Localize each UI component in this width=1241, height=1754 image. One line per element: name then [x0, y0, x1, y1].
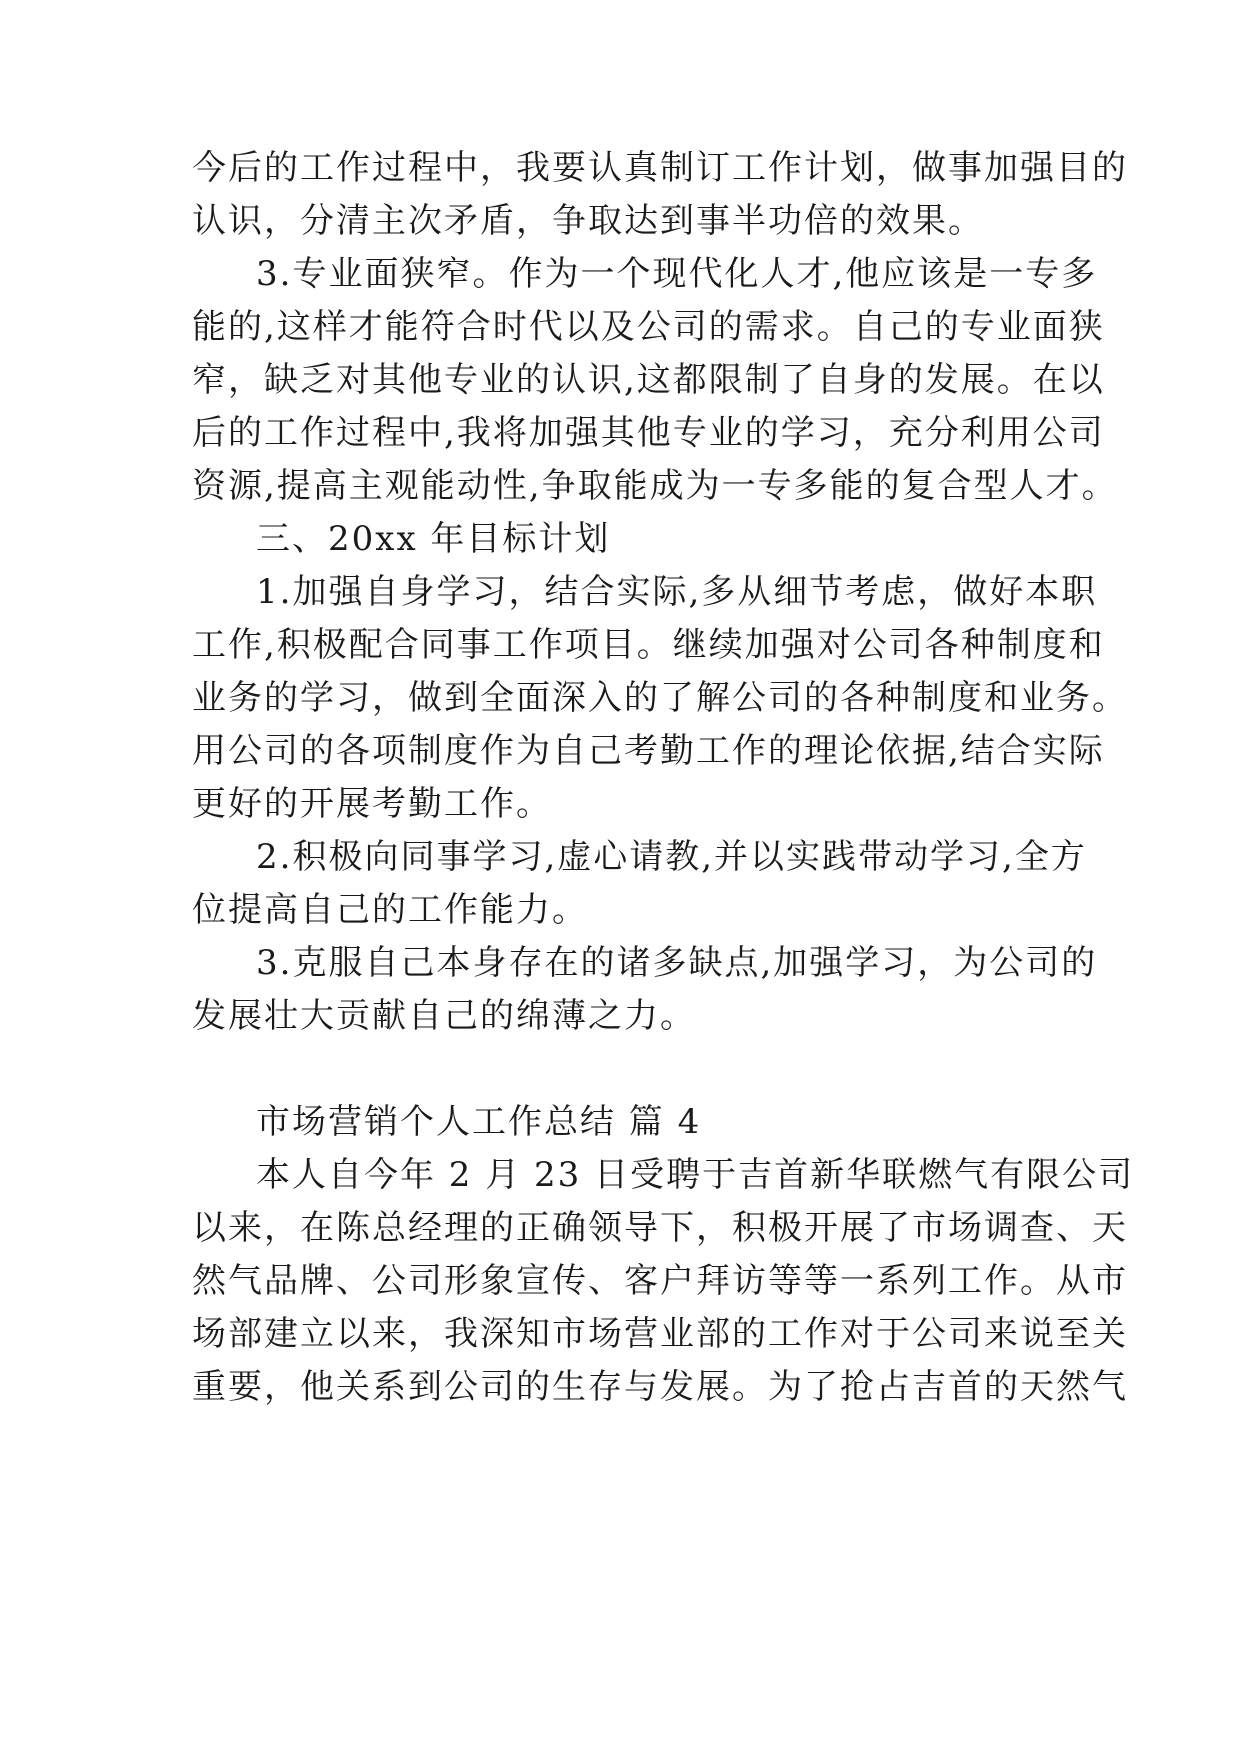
paragraph-line: 业务的学习，做到全面深入的了解公司的各种制度和业务。: [192, 678, 1128, 718]
paragraph-line: 用公司的各项制度作为自己考勤工作的理论依据,结合实际: [192, 731, 1105, 771]
paragraph-line: 2.积极向同事学习,虚心请教,并以实践带动学习,全方: [256, 837, 1087, 877]
paragraph-line: 位提高自己的工作能力。: [192, 890, 588, 930]
section-heading: 三、20xx 年目标计划: [256, 519, 611, 559]
paragraph-line: 资源,提高主观能动性,争取能成为一专多能的复合型人才。: [192, 466, 1118, 506]
paragraph-line: 本人自今年 2 月 23 日受聘于吉首新华联燃气有限公司: [256, 1155, 1135, 1195]
paragraph-line: 能的,这样才能符合时代以及公司的需求。自己的专业面狭: [192, 307, 1105, 347]
paragraph-line: 窄，缺乏对其他专业的认识,这都限制了自身的发展。在以: [192, 360, 1105, 400]
paragraph-line: 3.克服自己本身存在的诸多缺点,加强学习，为公司的: [256, 943, 1098, 983]
paragraph-line: 认识，分清主次矛盾，争取达到事半功倍的效果。: [192, 201, 984, 241]
paragraph-line: 1.加强自身学习，结合实际,多从细节考虑，做好本职: [256, 572, 1098, 612]
paragraph-line: 更好的开展考勤工作。: [192, 784, 552, 824]
paragraph-line: 工作,积极配合同事工作项目。继续加强对公司各种制度和: [192, 625, 1105, 665]
paragraph-line: 以来，在陈总经理的正确领导下，积极开展了市场调查、天: [192, 1208, 1128, 1248]
paragraph-line: 后的工作过程中,我将加强其他专业的学习，充分利用公司: [192, 413, 1105, 453]
paragraph-line: 3.专业面狭窄。作为一个现代化人才,他应该是一专多: [256, 254, 1098, 294]
article-title: 市场营销个人工作总结 篇 4: [256, 1102, 702, 1142]
paragraph-line: 重要，他关系到公司的生存与发展。为了抢占吉首的天然气: [192, 1367, 1128, 1407]
paragraph-line: 发展壮大贡献自己的绵薄之力。: [192, 996, 696, 1036]
paragraph-line: 场部建立以来，我深知市场营业部的工作对于公司来说至关: [192, 1314, 1128, 1354]
paragraph-line: 然气品牌、公司形象宣传、客户拜访等等一系列工作。从市: [192, 1261, 1128, 1301]
paragraph-line: 今后的工作过程中，我要认真制订工作计划，做事加强目的: [192, 148, 1128, 188]
